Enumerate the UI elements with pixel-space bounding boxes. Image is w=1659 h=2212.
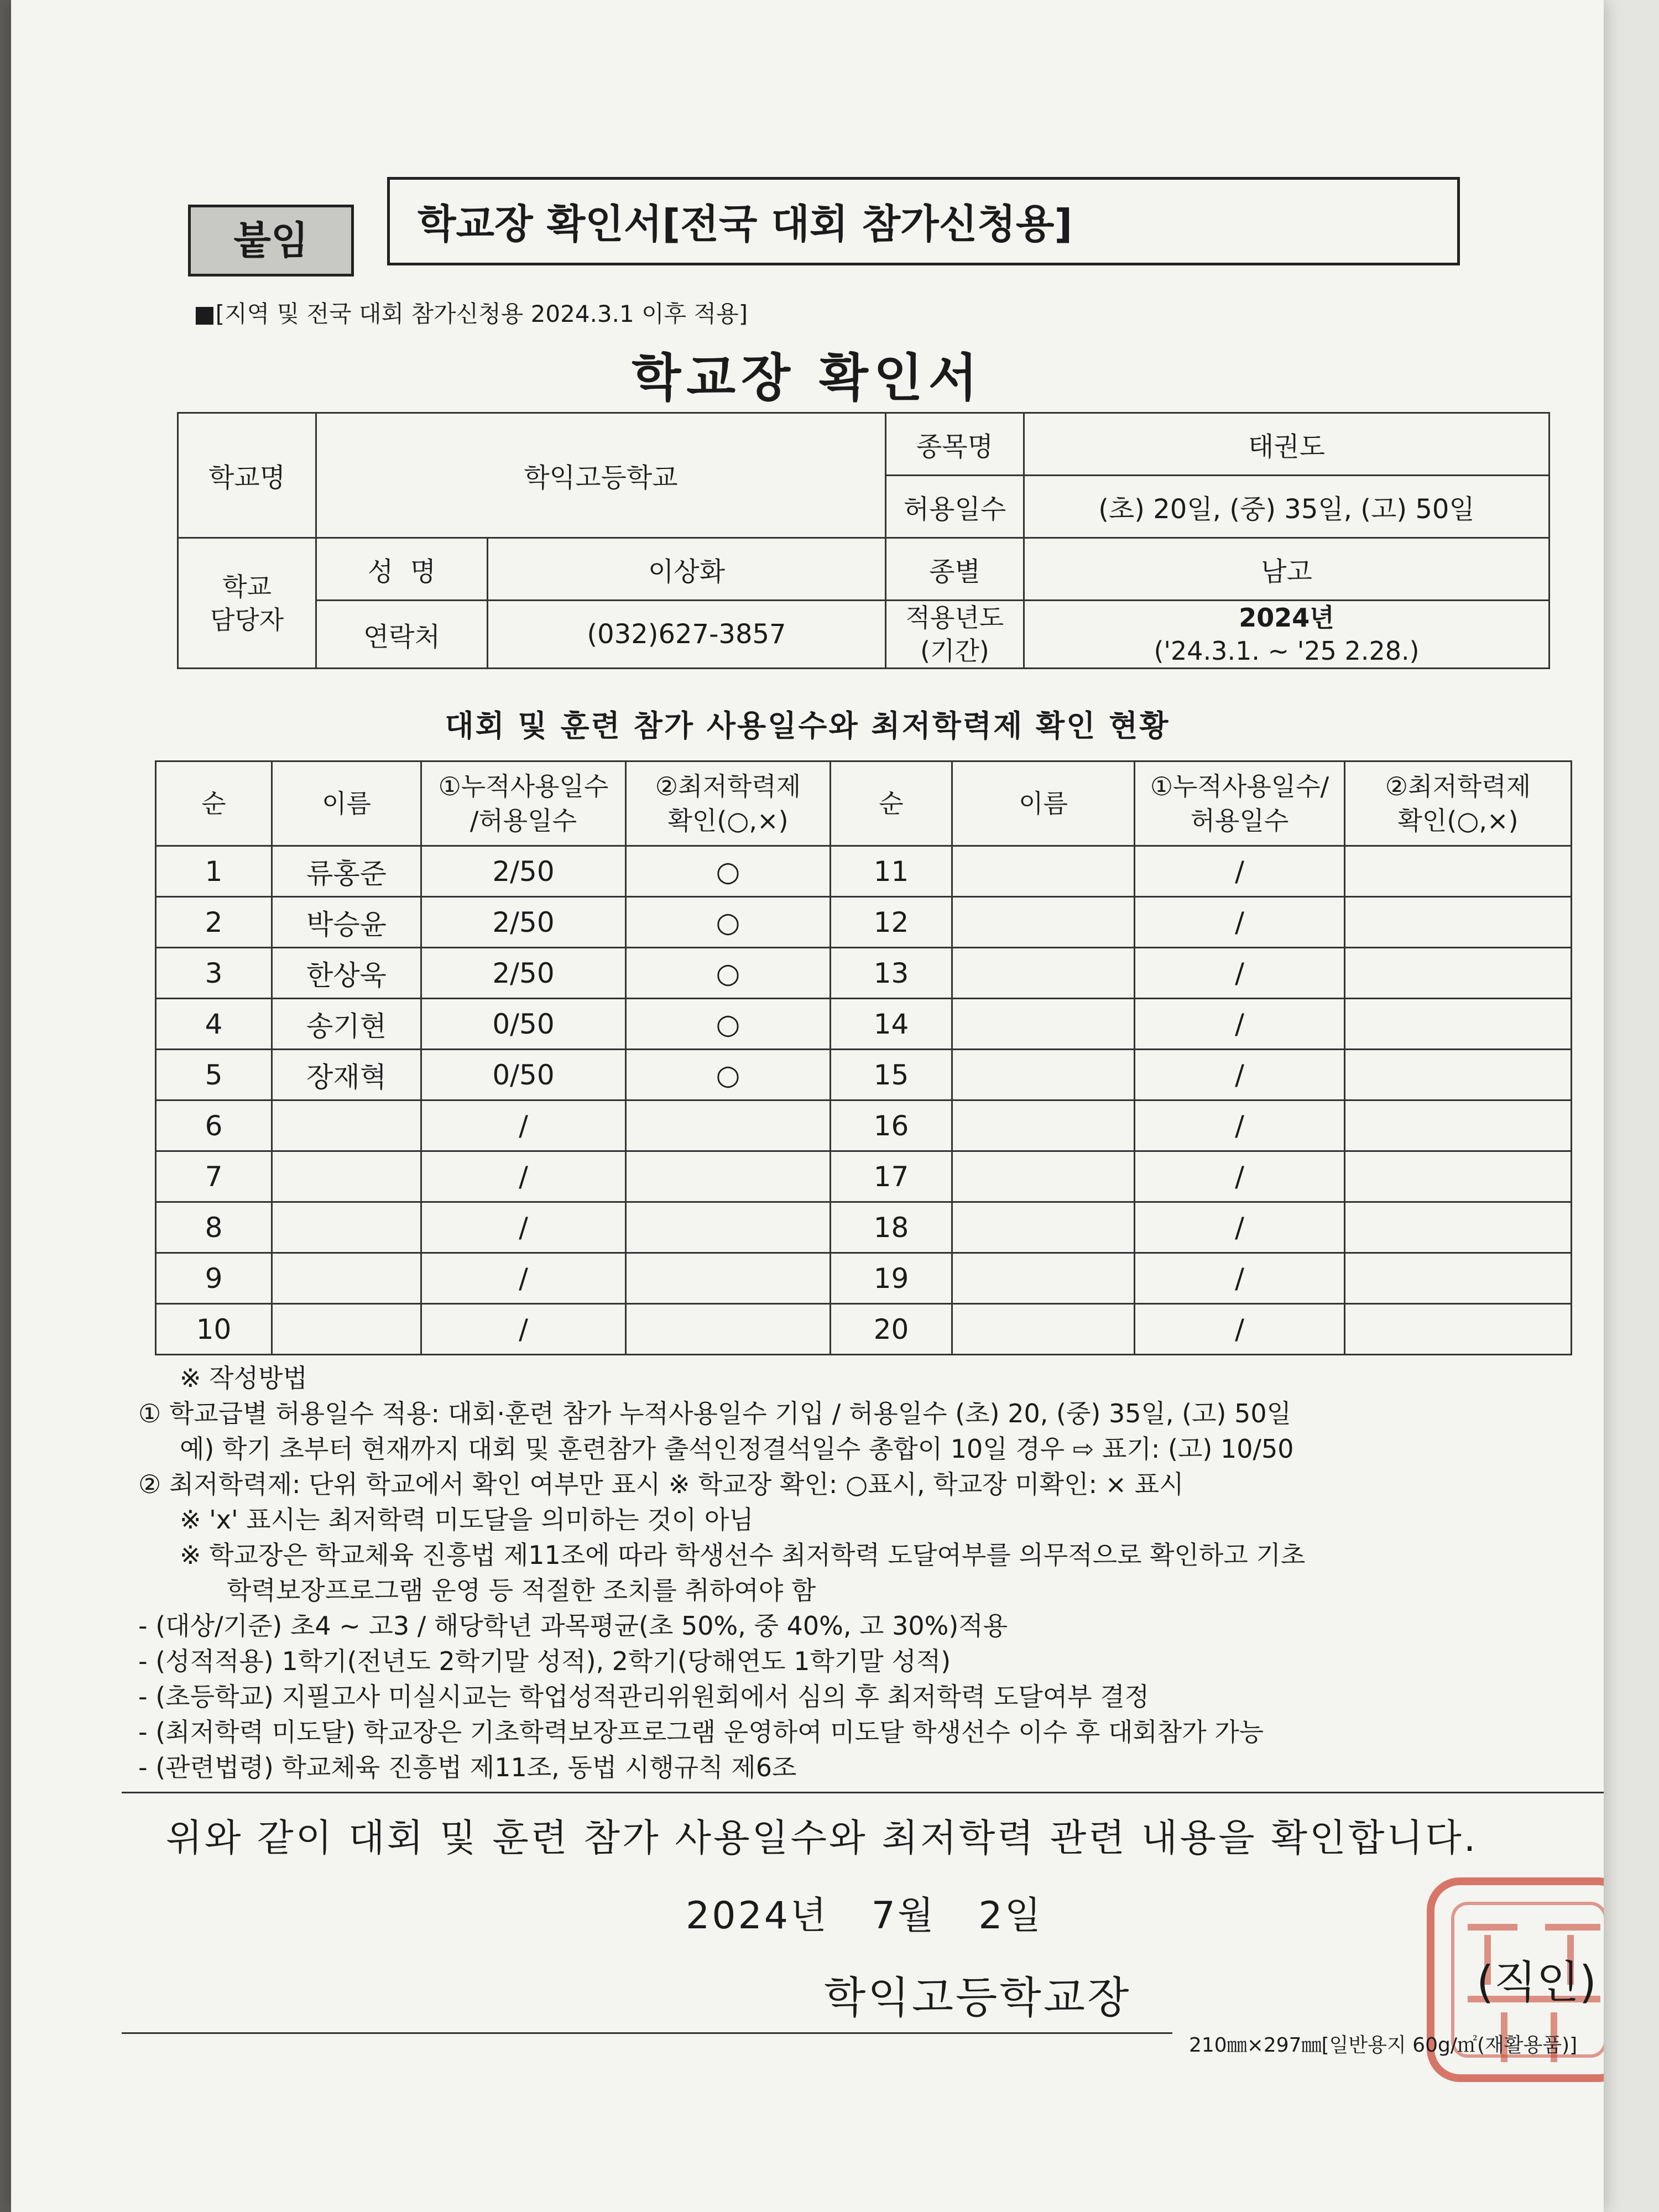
year-period: ('24.3.1. ~ '25 2.28.) — [1154, 636, 1420, 666]
table-row — [156, 948, 1572, 999]
athlete-name: 한상욱 — [272, 948, 421, 999]
used-days: / — [421, 1304, 626, 1355]
manager-name-value: 이상화 — [488, 538, 886, 601]
used-days: / — [421, 1253, 626, 1304]
row-number: 19 — [831, 1253, 952, 1304]
table-row — [156, 1202, 1572, 1253]
col-header-name: 이름 — [272, 761, 421, 846]
achievement-check — [1345, 999, 1572, 1050]
athlete-name — [952, 846, 1135, 897]
row-number: 2 — [156, 897, 272, 948]
col-header-check-right: ②최저학력제 확인(○,×) — [1345, 761, 1572, 846]
athlete-name — [272, 1202, 421, 1253]
year-value: 2024년 — [1239, 603, 1334, 633]
used-days: / — [1135, 948, 1345, 999]
used-days: 0/50 — [421, 999, 626, 1050]
table-row — [156, 1253, 1572, 1304]
achievement-check — [1345, 1253, 1572, 1304]
used-days: / — [1135, 897, 1345, 948]
application-note: ■[지역 및 전국 대회 참가신청용 2024.3.1 이후 적용] — [194, 300, 748, 327]
instructions-title: ※ 작성방법 — [180, 1363, 307, 1393]
table-row — [156, 1304, 1572, 1355]
instruction-line: - (대상/기준) 초4 ~ 고3 / 해당학년 과목평균(초 50%, 중 40%, 고 30%)적용 — [138, 1611, 1008, 1641]
year-label: 적용년도 (기간) — [886, 601, 1024, 669]
sport-value: 태권도 — [1024, 413, 1550, 476]
row-number: 1 — [156, 846, 272, 897]
attachment-badge: 붙임 — [188, 205, 354, 276]
instruction-line: ※ 'x' 표시는 최저학력 미도달을 의미하는 것이 아님 — [180, 1505, 754, 1535]
principal-title: 학익고등학교장 — [824, 1973, 1131, 2023]
achievement-check — [626, 1202, 831, 1253]
row-number: 3 — [156, 948, 272, 999]
sport-label: 종목명 — [886, 413, 1024, 476]
achievement-check — [1345, 1304, 1572, 1355]
achievement-check — [1345, 1202, 1572, 1253]
table-body — [156, 846, 1572, 1355]
confirmation-statement: 위와 같이 대회 및 훈련 참가 사용일수와 최저학력 관련 내용을 확인합니다. — [166, 1817, 1478, 1860]
achievement-check — [1345, 1050, 1572, 1100]
col-header-no: 순 — [156, 761, 272, 846]
instruction-line: 학력보장프로그램 운영 등 적절한 조치를 취하여야 함 — [227, 1575, 816, 1605]
instructions-block — [138, 1360, 1604, 1785]
allowed-days-value: (초) 20일, (중) 35일, (고) 50일 — [1024, 476, 1550, 538]
athlete-name — [952, 1151, 1135, 1202]
achievement-check — [626, 1151, 831, 1202]
divider — [122, 1792, 1604, 1793]
row-number: 18 — [831, 1202, 952, 1253]
manager-contact-value: (032)627-3857 — [488, 601, 886, 669]
athlete-name — [952, 1304, 1135, 1355]
gender-label: 종별 — [886, 538, 1024, 601]
used-days: / — [1135, 846, 1345, 897]
athlete-name — [272, 1100, 421, 1151]
document-heading: 학교장 확인서[전국 대회 참가신청용] — [387, 177, 1460, 265]
used-days: 2/50 — [421, 846, 626, 897]
used-days: / — [1135, 1100, 1345, 1151]
used-days: 2/50 — [421, 897, 626, 948]
table-row — [156, 1151, 1572, 1202]
instruction-line: - (성적적용) 1학기(전년도 2학기말 성적), 2학기(당해연도 1학기말 성적) — [138, 1646, 951, 1676]
athlete-name: 송기현 — [272, 999, 421, 1050]
athlete-name: 장재혁 — [272, 1050, 421, 1100]
school-name-label: 학교명 — [178, 413, 316, 538]
row-number: 14 — [831, 999, 952, 1050]
achievement-check: ○ — [626, 1050, 831, 1100]
row-number: 10 — [156, 1304, 272, 1355]
athlete-name — [272, 1253, 421, 1304]
achievement-check — [626, 1304, 831, 1355]
athlete-name — [272, 1151, 421, 1202]
achievement-check — [626, 1100, 831, 1151]
achievement-check — [1345, 1151, 1572, 1202]
used-days: / — [1135, 999, 1345, 1050]
achievement-check: ○ — [626, 846, 831, 897]
instruction-line: ② 최저학력제: 단위 학교에서 확인 여부만 표시 ※ 학교장 확인: ○표시, 학교장 미확인: × 표시 — [138, 1469, 1184, 1499]
col-header-name-right: 이름 — [952, 761, 1135, 846]
status-title: 대회 및 훈련 참가 사용일수와 최저학력제 확인 현황 — [445, 708, 1170, 743]
athlete-name — [272, 1304, 421, 1355]
table-row — [156, 846, 1572, 897]
achievement-check — [1345, 1100, 1572, 1151]
instruction-line: ※ 학교장은 학교체육 진흥법 제11조에 따라 학생선수 최저학력 도달여부를 의무적으로 확인하고 기초 — [180, 1540, 1306, 1570]
used-days: / — [421, 1151, 626, 1202]
instruction-line: 예) 학기 초부터 현재까지 대회 및 훈련참가 출석인정결석일수 총합이 10일 경우 ⇨ 표기: (고) 10/50 — [180, 1434, 1294, 1464]
instruction-line: ① 학교급별 허용일수 적용: 대회·훈련 참가 누적사용일수 기입 / 허용일수 (초) 20, (중) 35일, (고) 50일 — [138, 1399, 1292, 1428]
row-number: 9 — [156, 1253, 272, 1304]
athlete-name — [952, 1050, 1135, 1100]
achievement-check: ○ — [626, 948, 831, 999]
athlete-status-table — [155, 760, 1572, 1355]
row-number: 6 — [156, 1100, 272, 1151]
row-number: 5 — [156, 1050, 272, 1100]
allowed-days-label: 허용일수 — [886, 476, 1024, 538]
col-header-no-right: 순 — [831, 761, 952, 846]
row-number: 13 — [831, 948, 952, 999]
table-row — [156, 1050, 1572, 1100]
achievement-check: ○ — [626, 897, 831, 948]
athlete-name: 류홍준 — [272, 846, 421, 897]
used-days: 0/50 — [421, 1050, 626, 1100]
athlete-name — [952, 1202, 1135, 1253]
col-header-days: ①누적사용일수 /허용일수 — [421, 761, 626, 846]
manager-contact-label: 연락처 — [316, 601, 488, 669]
row-number: 16 — [831, 1100, 952, 1151]
used-days: / — [1135, 1151, 1345, 1202]
paper-spec: 210㎜×297㎜[일반용지 60g/㎡(재활용품)] — [1189, 2034, 1578, 2057]
used-days: / — [421, 1202, 626, 1253]
footer-divider — [122, 2032, 1172, 2034]
used-days: / — [421, 1100, 626, 1151]
document-page — [11, 0, 1604, 2212]
row-number: 15 — [831, 1050, 952, 1100]
school-name-value: 학익고등학교 — [316, 413, 886, 538]
achievement-check: ○ — [626, 999, 831, 1050]
achievement-check — [1345, 897, 1572, 948]
seal-label: (직인) — [1477, 1957, 1597, 2008]
used-days: 2/50 — [421, 948, 626, 999]
table-row — [156, 897, 1572, 948]
table-row — [156, 999, 1572, 1050]
gender-value: 남고 — [1024, 538, 1550, 601]
instruction-line: - (초등학교) 지필고사 미실시교는 학업성적관리위원회에서 심의 후 최저학력 도달여부 결정 — [138, 1682, 1150, 1712]
manager-label: 학교 담당자 — [178, 538, 316, 669]
table-row — [156, 1100, 1572, 1151]
page-title: 학교장 확인서 — [632, 348, 983, 408]
table-header-row — [156, 761, 1572, 846]
athlete-name — [952, 999, 1135, 1050]
row-number: 4 — [156, 999, 272, 1050]
row-number: 8 — [156, 1202, 272, 1253]
achievement-check — [1345, 846, 1572, 897]
used-days: / — [1135, 1304, 1345, 1355]
manager-name-label: 성 명 — [316, 538, 488, 601]
school-info-table — [177, 412, 1550, 669]
instruction-line: - (최저학력 미도달) 학교장은 기초학력보장프로그램 운영하여 미도달 학생선수 이수 후 대회참가 가능 — [138, 1717, 1264, 1747]
achievement-check — [626, 1253, 831, 1304]
athlete-name — [952, 948, 1135, 999]
issue-date: 2024년 7월 2일 — [686, 1894, 1044, 1938]
row-number: 12 — [831, 897, 952, 948]
year-cell — [1024, 601, 1550, 669]
col-header-check: ②최저학력제 확인(○,×) — [626, 761, 831, 846]
used-days: / — [1135, 1202, 1345, 1253]
document-header — [177, 171, 1477, 282]
used-days: / — [1135, 1253, 1345, 1304]
row-number: 11 — [831, 846, 952, 897]
row-number: 20 — [831, 1304, 952, 1355]
row-number: 17 — [831, 1151, 952, 1202]
athlete-name — [952, 1253, 1135, 1304]
achievement-check — [1345, 948, 1572, 999]
row-number: 7 — [156, 1151, 272, 1202]
athlete-name — [952, 897, 1135, 948]
col-header-days-right: ①누적사용일수/ 허용일수 — [1135, 761, 1345, 846]
instruction-line: - (관련법령) 학교체육 진흥법 제11조, 동법 시행규칙 제6조 — [138, 1752, 797, 1782]
athlete-name: 박승윤 — [272, 897, 421, 948]
athlete-name — [952, 1100, 1135, 1151]
used-days: / — [1135, 1050, 1345, 1100]
